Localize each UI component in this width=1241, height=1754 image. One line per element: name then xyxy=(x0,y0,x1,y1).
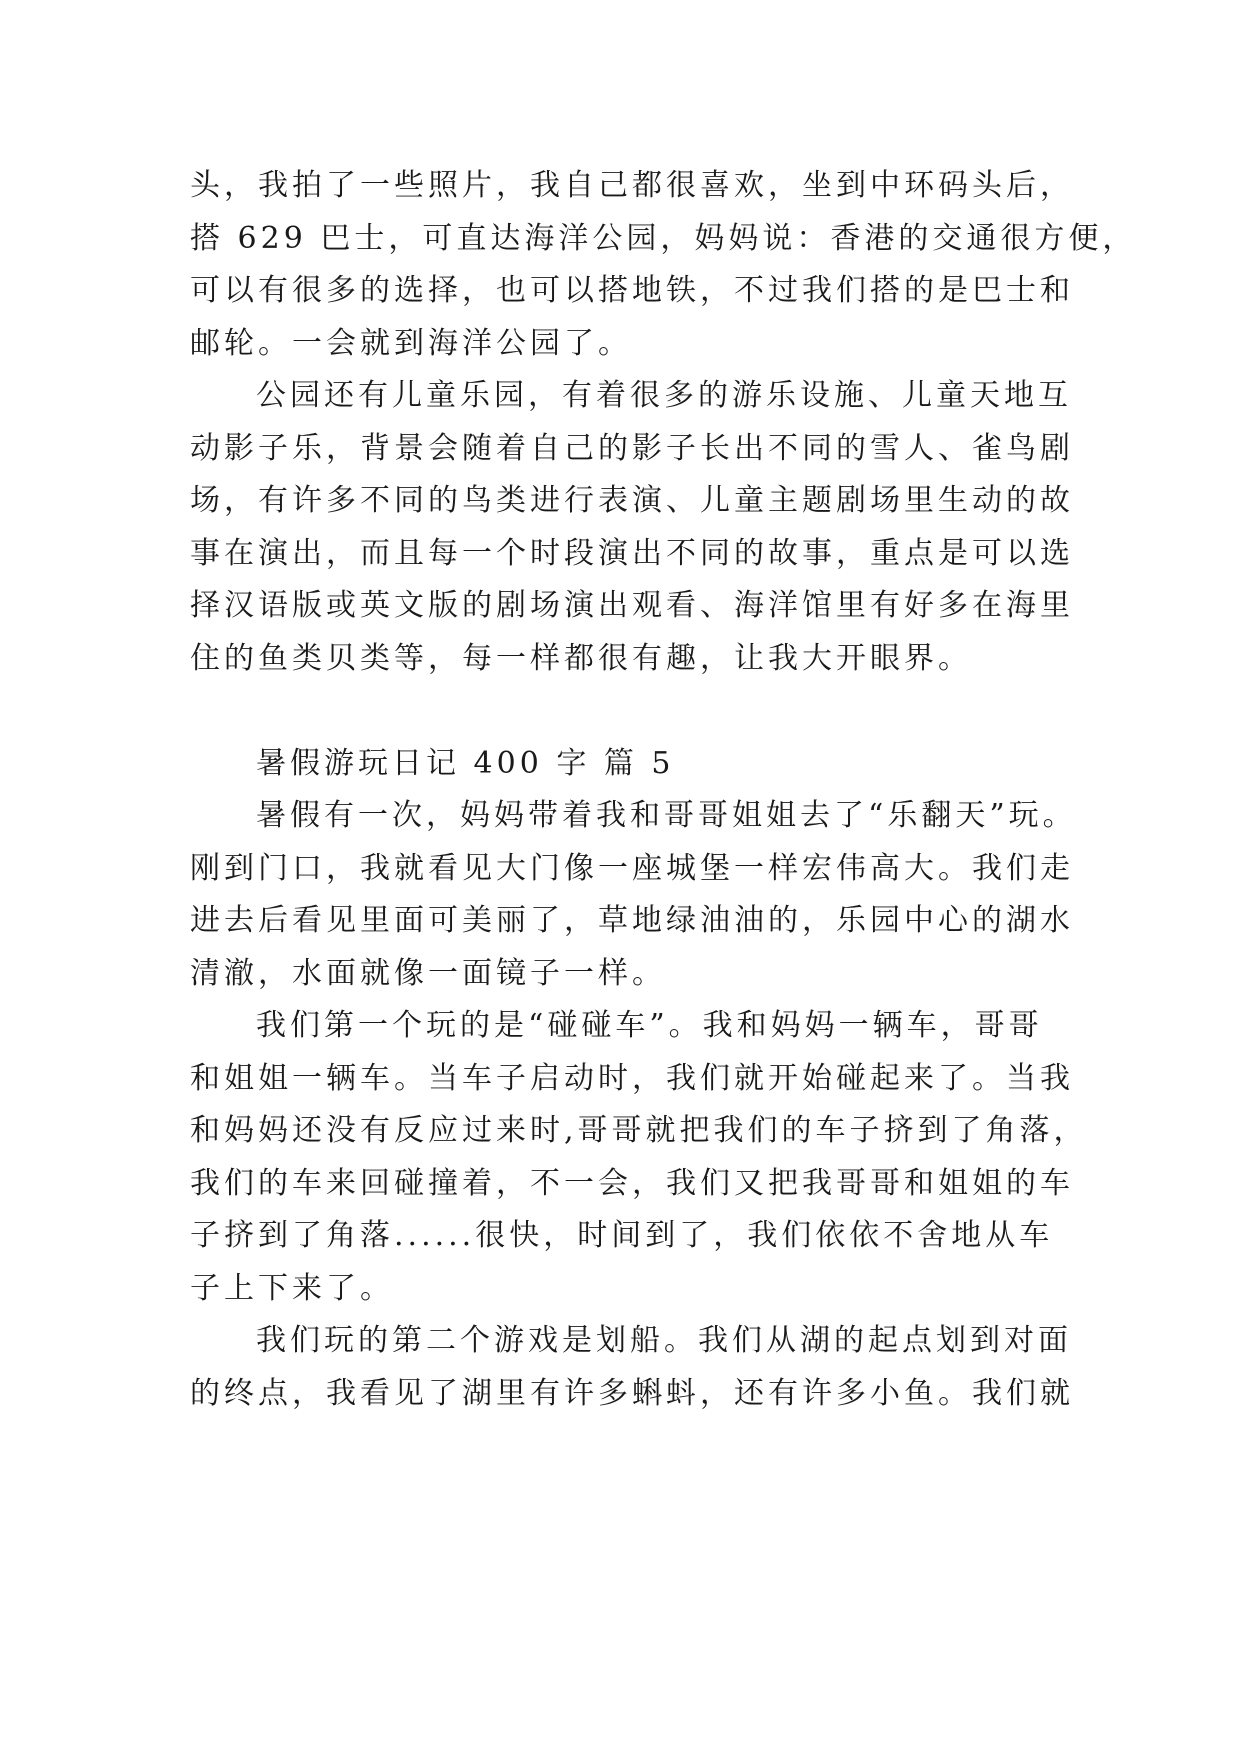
text-line: 刚到门口，我就看见大门像一座城堡一样宏伟高大。我们走 xyxy=(190,850,1074,886)
section-heading: 暑假游玩日记 400 字 篇 5 xyxy=(256,745,675,781)
text-line: 可以有很多的选择，也可以搭地铁，不过我们搭的是巴士和 xyxy=(190,273,1074,308)
text-line: 子挤到了角落......很快，时间到了，我们依依不舍地从车 xyxy=(190,1218,1054,1253)
text-line: 清澈，水面就像一面镜子一样。 xyxy=(190,955,666,991)
text-line: 进去后看见里面可美丽了，草地绿油油的，乐园中心的湖水 xyxy=(190,903,1074,938)
text-line: 和姐姐一辆车。当车子启动时，我们就开始碰起来了。当我 xyxy=(190,1060,1074,1096)
text-line: 我们的车来回碰撞着，不一会，我们又把我哥哥和姐姐的车 xyxy=(190,1165,1074,1201)
text-line: 住的鱼类贝类等，每一样都很有趣，让我大开眼界。 xyxy=(190,640,972,676)
text-line: 邮轮。一会就到海洋公园了。 xyxy=(190,325,632,361)
paragraph-start-line: 公园还有儿童乐园，有着很多的游乐设施、儿童天地互 xyxy=(256,378,1072,413)
text-line: 子上下来了。 xyxy=(190,1270,394,1306)
paragraph-start-line: 我们玩的第二个游戏是划船。我们从湖的起点划到对面 xyxy=(256,1323,1072,1358)
document-page xyxy=(190,160,1137,1420)
text-line: 的终点，我看见了湖里有许多蝌蚪，还有许多小鱼。我们就 xyxy=(190,1375,1074,1411)
text-line: 事在演出，而且每一个时段演出不同的故事，重点是可以选 xyxy=(190,535,1074,571)
text-line: 搭 629 巴士，可直达海洋公园，妈妈说：香港的交通很方便， xyxy=(190,220,1137,256)
section-gap xyxy=(190,685,1060,738)
paragraph-start-line: 我们第一个玩的是“碰碰车”。我和妈妈一辆车，哥哥 xyxy=(256,1008,1043,1043)
text-line: 动影子乐，背景会随着自己的影子长出不同的雪人、雀鸟剧 xyxy=(190,430,1074,466)
text-line: 场，有许多不同的鸟类进行表演、儿童主题剧场里生动的故 xyxy=(190,483,1074,518)
text-line: 头，我拍了一些照片，我自己都很喜欢，坐到中环码头后， xyxy=(190,168,1074,203)
text-line: 和妈妈还没有反应过来时,哥哥就把我们的车子挤到了角落， xyxy=(190,1113,1088,1148)
text-line: 择汉语版或英文版的剧场演出观看、海洋馆里有好多在海里 xyxy=(190,588,1074,623)
paragraph-start-line: 暑假有一次，妈妈带着我和哥哥姐姐去了“乐翻天”玩。 xyxy=(256,798,1077,833)
